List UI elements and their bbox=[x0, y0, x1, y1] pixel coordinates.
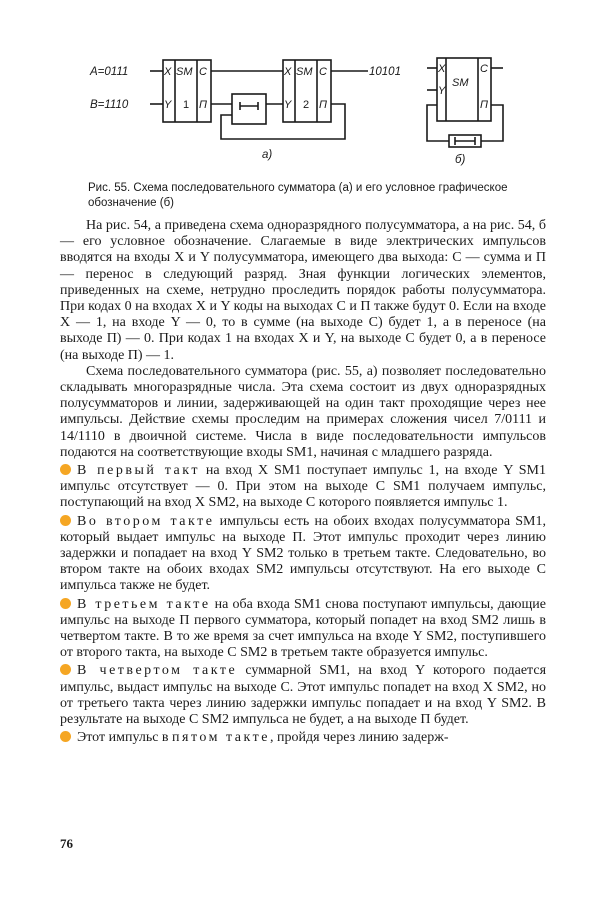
item-text: Этот импульс в bbox=[77, 730, 173, 746]
paragraph-1: На рис. 54, а приведена схема одноразрядного полусумматора, а на рис. 54, б — его условное обозначение. Слагаемые в виде электрических импульсов вводятся на входы X и Y полусумматора, имеющего два выхода: С — сумма и П — перенос в следующий разряд. Зная функции логических элементов, приведенных на схеме, нетрудно проследить порядок работы полусумматора. При кодах 0 на входах X и Y коды на выходах С и П также будут 0. Если на входе X — 1, на входе Y — 0, то в сумме (на выходе С) будет 1, а в переносе (на выходе П) — 0. При кодах 1 на входах X и Y, на выходе С будет 0, а в переносе (на выходе П) — 1. bbox=[60, 218, 546, 363]
bullet-icon bbox=[60, 464, 71, 475]
figure-caption: Рис. 55. Схема последовательного сумматора (а) и его условное графическое обозначение (б) bbox=[88, 182, 508, 209]
sm2-p: П bbox=[319, 99, 327, 111]
bullet-icon bbox=[60, 664, 71, 675]
body-text bbox=[60, 218, 546, 747]
item-lead: В четвертом такте bbox=[77, 663, 238, 679]
sym-y: Y bbox=[438, 85, 446, 97]
sym-x: X bbox=[438, 63, 446, 75]
sm1-sm: SM bbox=[176, 66, 193, 78]
bullet-icon bbox=[60, 515, 71, 526]
page-number: 76 bbox=[60, 836, 73, 851]
item-text: суммарной SM1, на вход Y которого подается импульс, выдаст импульс на выходе С. Этот импульс попадет на вход X SM2, но от третьего такта через линию задержки импульс попадает и на вход Y SM2. В результате на выходе С SM2 импульса не будет, а на выходе П будет. bbox=[60, 663, 547, 728]
item-lead: В третьем такте bbox=[77, 596, 211, 612]
item-text: на вход X SM1 поступает импульс 1, на входе Y SM1 импульс отсутствует — 0. При этом на выходе С SM1 получаем импульс, поступающий на вход X SM2, на выходе С которого появляется импульс 1. bbox=[60, 463, 546, 511]
item-lead: пятом такте bbox=[172, 730, 270, 746]
sm2-y: Y bbox=[284, 99, 292, 111]
item-text: импульсы есть на обоих входах полусумматора SM1, который выдает импульс на выходе П. Этот импульс проходит через линию задержки и попадает на вход Y SM2 только в третьем такте. Следовательно, во втором такте на обоих входах SM2 импульсы отсутствуют. На его выходе С импульса также не будет. bbox=[60, 513, 547, 594]
list-item bbox=[60, 597, 546, 662]
input-a-label: A=0111 bbox=[90, 66, 129, 78]
delay-line-a bbox=[232, 94, 266, 124]
sym-p: П bbox=[480, 99, 488, 111]
item-text: , пройдя через линию задерж- bbox=[269, 730, 449, 746]
sm1-p: П bbox=[199, 99, 207, 111]
sm1-x: X bbox=[164, 66, 172, 78]
bullet-icon bbox=[60, 598, 71, 609]
item-text: на оба входа SM1 снова поступают импульсы, дающие импульс на выходе П первого сумматора, который попадет на вход SM2 лишь в четвертом такте. В то же время за счет импульса на входе Y SM2, поступившего от второго такта, на выходе С SM2 в третьем такте образуется импульс. bbox=[60, 596, 546, 661]
item-lead: Во втором такте bbox=[77, 513, 215, 529]
list-item bbox=[60, 663, 546, 728]
list-item bbox=[60, 463, 546, 512]
figure-55 bbox=[0, 0, 600, 180]
list-item bbox=[60, 730, 546, 746]
sm1-c: C bbox=[199, 66, 207, 78]
sm2-x: X bbox=[284, 66, 292, 78]
paragraph-2: Схема последовательного сумматора (рис. 55, а) позволяет последовательно складывать многоразрядные числа. Эта схема состоит из двух одноразрядных полусумматоров и линии, задерживающей на один такт проходящие через нее импульсы. Действие схемы проследим на примерах сложения чисел 7/0111 и 14/1110 в двоичной системе. Числа в виде последовательности импульсов подаются на соответствующие входы SM1, начиная с младшего разряда. bbox=[60, 363, 546, 460]
sym-sm: SM bbox=[452, 77, 469, 89]
sym-c: C bbox=[480, 63, 488, 75]
subfigure-b-label: б) bbox=[455, 154, 466, 166]
subfigure-a-label: а) bbox=[262, 149, 273, 161]
sm1-num: 1 bbox=[183, 99, 190, 111]
sm1-y: Y bbox=[164, 99, 172, 111]
sm2-sm: SM bbox=[296, 66, 313, 78]
list-item bbox=[60, 514, 546, 595]
sm2-num: 2 bbox=[303, 99, 310, 111]
sm2-c: C bbox=[319, 66, 327, 78]
input-b-label: B=1110 bbox=[90, 99, 129, 111]
bullet-icon bbox=[60, 731, 71, 742]
output-label: 10101 bbox=[369, 66, 401, 78]
item-lead: В первый такт bbox=[77, 463, 200, 479]
